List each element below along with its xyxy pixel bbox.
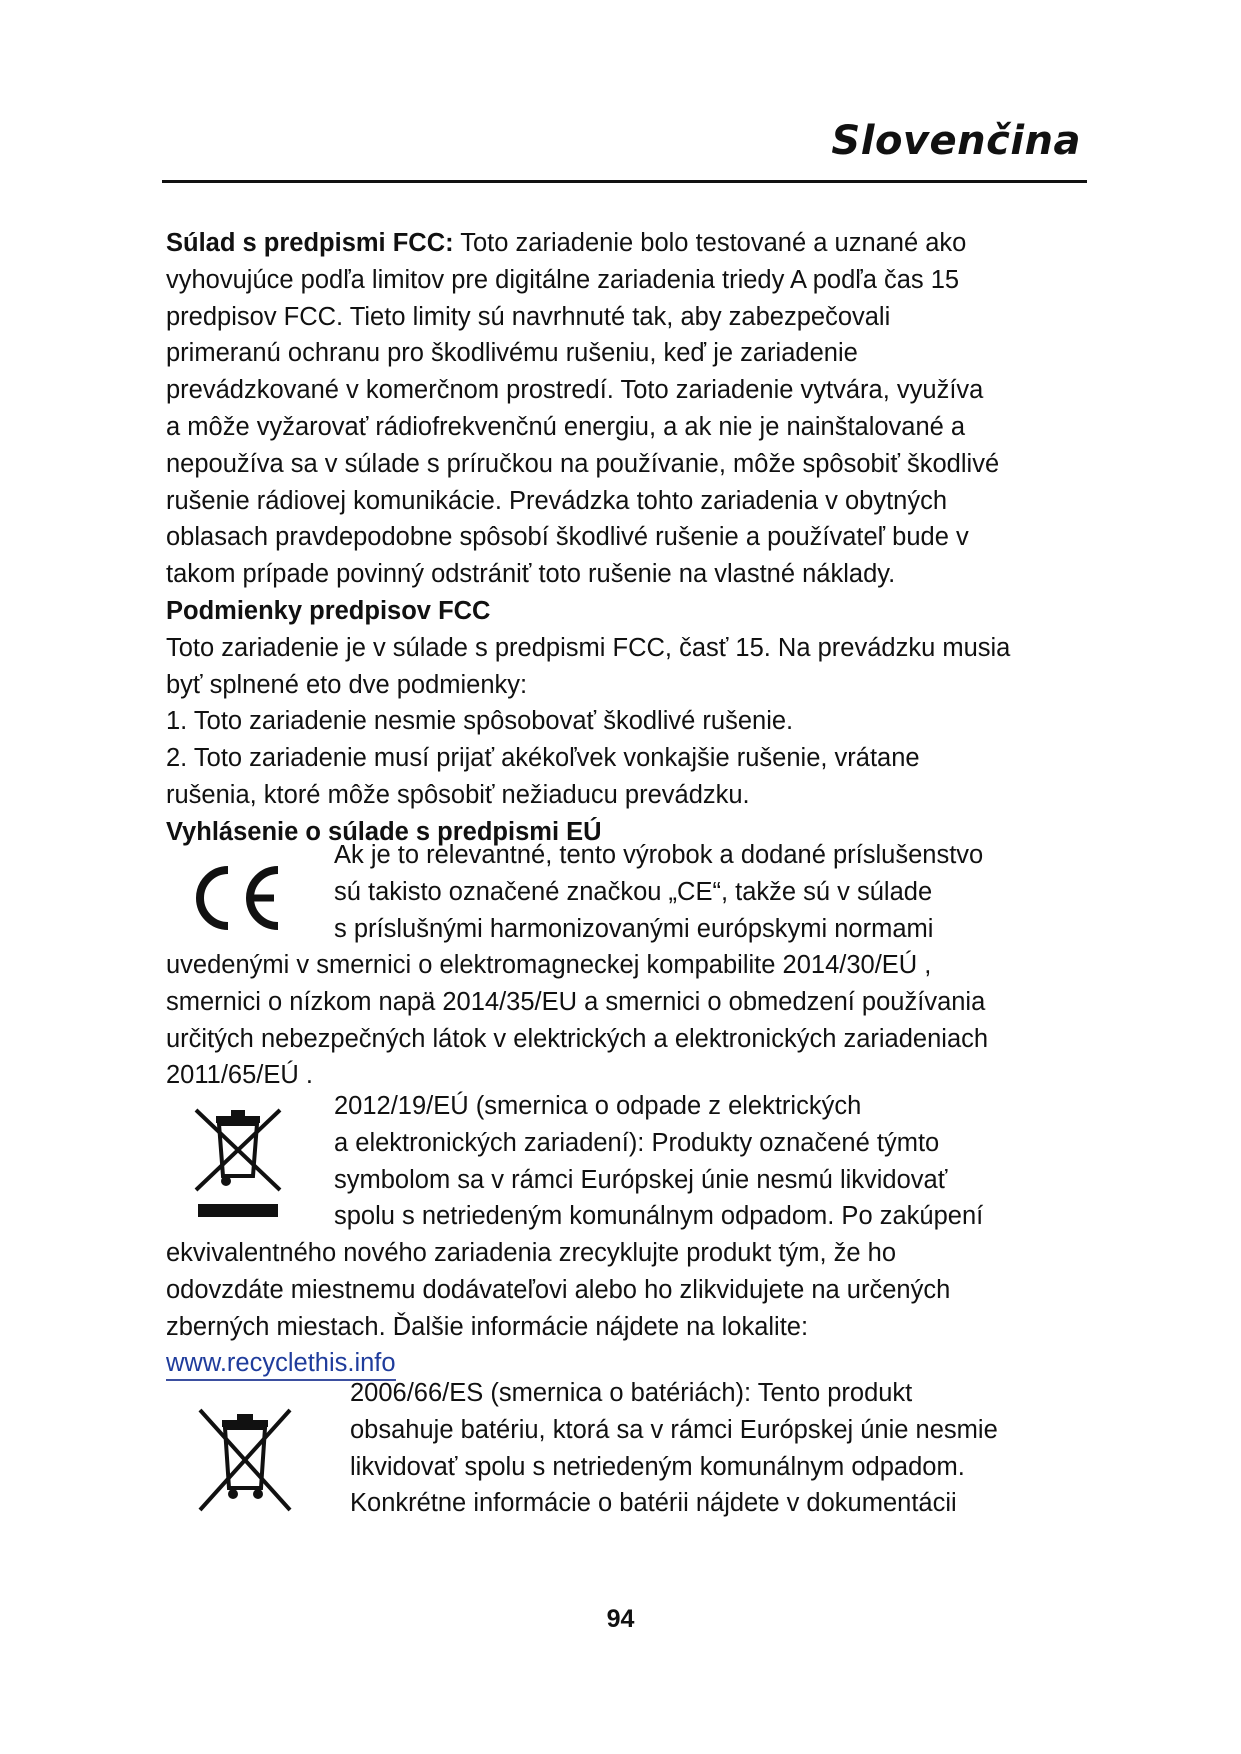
weee-line: symbolom sa v rámci Európskej únie nesmú likvidovať (334, 1165, 948, 1194)
conditions-line: byť splnené eto dve podmienky: (166, 670, 528, 699)
fcc-line: predpisov FCC. Tieto limity sú navrhnuté tak, aby zabezpečovali (166, 302, 891, 331)
recycle-link[interactable]: www.recyclethis.info (166, 1349, 396, 1381)
weee-line: 2012/19/EÚ (smernica o odpade z elektrických (334, 1092, 862, 1120)
battery-line: Konkrétne informácie o batérii nájdete v dokumentácii (350, 1489, 957, 1518)
weee-line: a elektronických zariadení): Produkty označené týmto (334, 1128, 940, 1157)
eu-ce-line: Ak je to relevantné, tento výrobok a dodané príslušenstvo (334, 841, 984, 869)
fcc-line: primeranú ochranu pro škodlivému rušeniu, keď je zariadenie (166, 339, 858, 368)
page-number: 94 (606, 1605, 635, 1633)
conditions-heading: Podmienky predpisov FCC (166, 596, 491, 625)
fcc-line: takom prípade povinný odstrániť toto rušenie na vlastné náklady. (166, 560, 896, 589)
battery-line: 2006/66/ES (smernica o batériách): Tento produkt (350, 1379, 913, 1407)
weee-line: ekvivalentného nového zariadenia zrecyklujte produkt tým, že ho (166, 1239, 896, 1267)
fcc-first-line (166, 225, 1066, 262)
fcc-line: Toto zariadenie bolo testované a uznané ako (453, 229, 967, 257)
battery-line: obsahuje batériu, ktorá sa v rámci Európskej únie nesmie (350, 1415, 998, 1444)
eu-line: uvedenými v smernici o elektromagneckej kompabilite 2014/30/EÚ , (166, 951, 932, 979)
eu-ce-line: s príslušnými harmonizovanými európskymi normami (334, 914, 934, 943)
fcc-line: rušenie rádiovej komunikácie. Prevádzka tohto zariadenia v obytných (166, 486, 948, 515)
eu-heading: Vyhlásenie o súlade s predpismi EÚ (166, 817, 602, 846)
weee-line: spolu s netriedeným komunálnym odpadom. Po zakúpení (334, 1202, 984, 1231)
conditions-line: 1. Toto zariadenie nesmie spôsobovať škodlivé rušenie. (166, 707, 794, 736)
eu-ce-text (334, 837, 1074, 947)
conditions-line: 2. Toto zariadenie musí prijať akékoľvek vonkajšie rušenie, vrátane (166, 744, 920, 773)
eu-directives (166, 947, 1066, 1094)
page-title: Slovenčina (831, 118, 1081, 164)
conditions-line: Toto zariadenie je v súlade s predpismi FCC, časť 15. Na prevádzku musia (166, 633, 1011, 662)
fcc-line: oblasach pravdepodobne spôsobí škodlivé rušenie a používateľ bude v (166, 523, 969, 552)
fcc-heading: Súlad s predpismi FCC: (166, 229, 454, 257)
battery-text (350, 1375, 1090, 1522)
fcc-section (166, 225, 1066, 851)
weee-continued (166, 1235, 1066, 1382)
fcc-line: prevádzkované v komerčnom prostredí. Toto zariadenie vytvára, využíva (166, 376, 984, 405)
weee-line: zberných miestach. Ďalšie informácie nájdete na lokalite: (166, 1312, 809, 1341)
ce-mark-icon (180, 858, 290, 938)
weee-text (334, 1088, 1074, 1235)
fcc-line: nepoužíva sa v súlade s príručkou na používanie, môže spôsobiť škodlivé (166, 449, 1000, 478)
battery-bin-icon (192, 1400, 298, 1518)
eu-ce-line: sú takisto označené značkou „CE“, takže sú v súlade (334, 877, 933, 906)
weee-line: odovzdáte miestnemu dodávateľovi alebo ho zlikvidujete na určených (166, 1275, 951, 1304)
fcc-line: vyhovujúce podľa limitov pre digitálne zariadenia triedy A podľa čas 15 (166, 265, 960, 294)
conditions-line: rušenia, ktoré môže spôsobiť nežiaducu prevádzku. (166, 780, 750, 809)
weee-bin-icon (188, 1102, 288, 1220)
header-divider (162, 180, 1087, 183)
battery-line: likvidovať spolu s netriedeným komunálnym odpadom. (350, 1452, 965, 1481)
eu-line: smernici o nízkom napä 2014/35/EU a smernici o obmedzení používania (166, 987, 986, 1016)
eu-line: 2011/65/EÚ . (166, 1061, 313, 1090)
fcc-line: a môže vyžarovať rádiofrekvenčnú energiu, a ak nie je nainštalované a (166, 412, 966, 441)
eu-line: určitých nebezpečných látok v elektrických a elektronických zariadeniach (166, 1024, 989, 1053)
